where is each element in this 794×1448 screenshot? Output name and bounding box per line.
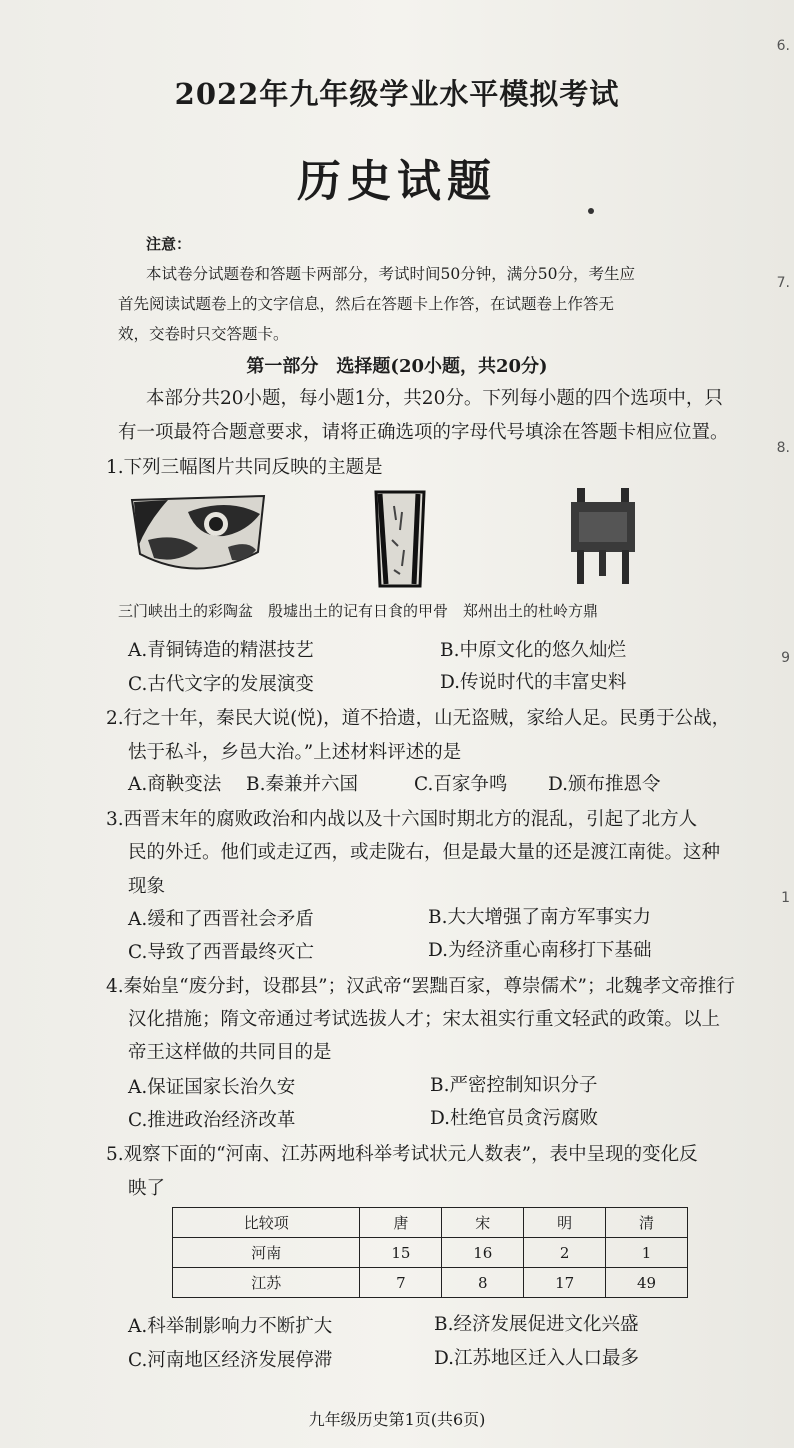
page-footer: 九年级历史第1页(共6页): [308, 1410, 486, 1429]
table-header-cell: 明: [524, 1208, 606, 1238]
option: B.大大增强了南方军事实力: [428, 907, 651, 928]
option: D.颁布推恩令: [548, 774, 661, 795]
notice-line: 首先阅读试题卷上的文字信息，然后在答题卡上作答，在试题卷上作答无: [118, 295, 615, 313]
table-cell: 7: [360, 1268, 442, 1298]
option: C.推进政治经济改革: [128, 1110, 296, 1131]
table-row: [173, 1268, 688, 1298]
question-stem: 怯于私斗，乡邑大治。”上述材料评述的是: [128, 742, 462, 763]
option: D.为经济重心南移打下基础: [428, 940, 652, 961]
question-stem: 汉化措施；隋文帝通过考试选拔人才；宋太祖实行重文轻武的政策。以上: [128, 1009, 721, 1030]
option: D.杜绝官员贪污腐败: [430, 1108, 599, 1129]
part-heading: 第一部分 选择题(20小题，共20分): [246, 356, 548, 377]
margin-number: 9: [781, 650, 790, 666]
notice-label: 注意：: [146, 235, 192, 253]
option: A.保证国家长治久安: [128, 1077, 296, 1098]
question-stem: 4.秦始皇“废分封，设郡县”；汉武帝“罢黜百家，尊崇儒术”；北魏孝文帝推行: [106, 976, 735, 997]
question-stem: 5.观察下面的“河南、江苏两地科举考试状元人数表”，表中呈现的变化反: [106, 1144, 698, 1165]
option: A.缓和了西晋社会矛盾: [128, 909, 314, 930]
option: B.经济发展促进文化兴盛: [434, 1314, 639, 1335]
pottery-basin-image: [128, 492, 268, 582]
ink-speck: [588, 208, 594, 214]
margin-number: 6.: [776, 38, 790, 54]
table-cell: 15: [360, 1238, 442, 1268]
table-header-cell: 清: [606, 1208, 688, 1238]
question-stem: 民的外迁。他们或走辽西，或走陇右，但是最大量的还是渡江南徙。这种: [128, 842, 721, 863]
option: C.河南地区经济发展停滞: [128, 1350, 333, 1371]
question-stem: 2.行之十年，秦民大说(悦)，道不拾遗，山无盗贼，家给人足。民勇于公战，: [106, 708, 731, 729]
oracle-bone-image: [370, 490, 430, 588]
table-cell: 49: [606, 1268, 688, 1298]
question-stem: 1.下列三幅图片共同反映的主题是: [106, 457, 383, 478]
option: A.科举制影响力不断扩大: [128, 1316, 333, 1337]
notice-line: 效，交卷时只交答题卡。: [118, 325, 289, 343]
table-cell: 河南: [173, 1238, 360, 1268]
option: D.江苏地区迁入人口最多: [434, 1348, 640, 1369]
option: C.导致了西晋最终灭亡: [128, 942, 314, 963]
margin-number: 7.: [776, 275, 790, 291]
table-row: [173, 1238, 688, 1268]
option: A.商鞅变法: [128, 774, 222, 795]
table-cell: 8: [442, 1268, 524, 1298]
table-header-cell: 比较项: [173, 1208, 360, 1238]
option: C.百家争鸣: [414, 774, 508, 795]
table-header-cell: 宋: [442, 1208, 524, 1238]
table-cell: 1: [606, 1238, 688, 1268]
option: D.传说时代的丰富史料: [440, 672, 627, 693]
zhuangyuan-table: [172, 1207, 688, 1298]
option: A.青铜铸造的精湛技艺: [128, 640, 314, 661]
question-stem: 现象: [128, 876, 166, 897]
exam-subtitle: 历史试题: [297, 156, 497, 207]
exam-title: 2022年九年级学业水平模拟考试: [174, 77, 620, 111]
bronze-ding-image: [567, 486, 639, 586]
option: B.严密控制知识分子: [430, 1075, 598, 1096]
question-stem: 帝王这样做的共同目的是: [128, 1042, 332, 1063]
table-cell: 江苏: [173, 1268, 360, 1298]
table-cell: 2: [524, 1238, 606, 1268]
table-header-cell: 唐: [360, 1208, 442, 1238]
question-stem: 3.西晋末年的腐败政治和内战以及十六国时期北方的混乱，引起了北方人: [106, 809, 698, 830]
option: B.秦兼并六国: [246, 774, 358, 795]
part-intro-line: 有一项最符合题意要求，请将正确选项的字母代号填涂在答题卡相应位置。: [118, 422, 729, 443]
table-cell: 16: [442, 1238, 524, 1268]
table-cell: 17: [524, 1268, 606, 1298]
option: C.古代文字的发展演变: [128, 674, 314, 695]
notice-line: 本试卷分试题卷和答题卡两部分，考试时间50分钟，满分50分，考生应: [146, 265, 635, 283]
margin-number: 8.: [776, 440, 790, 456]
question-stem: 映了: [128, 1178, 166, 1199]
option: B.中原文化的悠久灿烂: [440, 640, 626, 661]
table-header-row: [173, 1208, 688, 1238]
image-caption: 三门峡出土的彩陶盆 殷墟出土的记有日食的甲骨 郑州出土的杜岭方鼎: [118, 602, 599, 620]
margin-number: 1: [781, 890, 790, 906]
part-intro-line: 本部分共20小题，每小题1分，共20分。下列每小题的四个选项中，只: [146, 388, 723, 409]
